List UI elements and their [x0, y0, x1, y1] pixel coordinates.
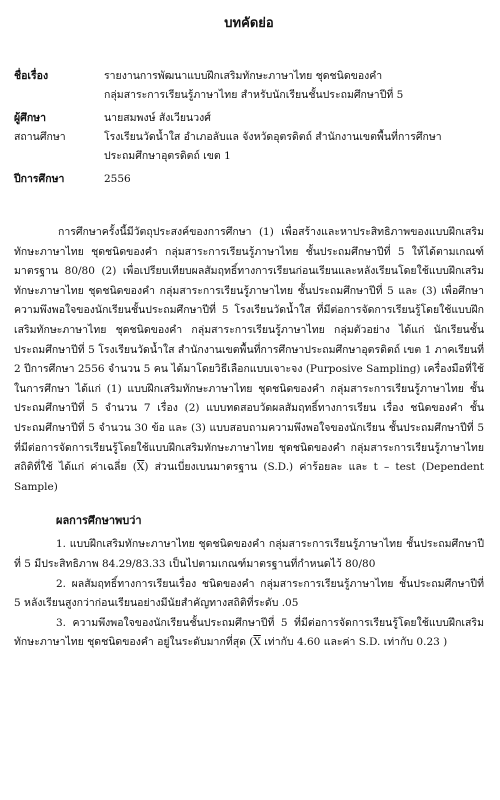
- meta-value-line: ประถมศึกษาอุตรดิตถ์ เขต 1: [104, 150, 231, 162]
- mean-symbol: $\overline{X}$: [253, 636, 261, 649]
- meta-value: [104, 128, 484, 166]
- meta-block: [14, 67, 484, 189]
- meta-value-line: 2556: [104, 173, 131, 185]
- meta-value: [104, 67, 484, 105]
- meta-row-author: [14, 109, 484, 128]
- meta-row-year: [14, 170, 484, 189]
- page-title: บทคัดย่อ: [224, 16, 274, 31]
- meta-row-institution: [14, 128, 484, 166]
- meta-label: สถานศึกษา: [14, 131, 66, 143]
- meta-label: ปีการศึกษา: [14, 173, 65, 185]
- result-3-text-end: เท่ากับ 4.60 และค่า S.D. เท่ากับ 0.23 ): [260, 636, 448, 649]
- meta-value: [104, 170, 484, 189]
- abstract-text-end: ) ส่วนเบี่ยงเบนมาตรฐาน (S.D.) ค่าร้อยละ และ t – test (Dependent Sample): [14, 461, 484, 493]
- meta-value-line: รายงานการพัฒนาแบบฝึกเสริมทักษะภาษาไทย ชุดชนิดของคำ: [104, 70, 383, 82]
- meta-value-line: กลุ่มสาระการเรียนรู้ภาษาไทย สำหรับนักเรียนชั้นประถมศึกษาปีที่ 5: [104, 89, 404, 101]
- meta-label: ผู้ศึกษา: [14, 112, 46, 124]
- result-item-3: [14, 614, 484, 653]
- abstract-text: การศึกษาครั้งนี้มีวัตถุประสงค์ของการศึกษา (1) เพื่อสร้างและหาประสิทธิภาพของแบบฝึกเสริมทักษะภาษาไทย ชุดชนิดของคำ กลุ่มสาระการเรียนรู้ภาษาไทย ชั้นประถมศึกษาปีที่ 5 ให้ได้ตามเกณฑ์มาตรฐาน 80/80 (2) เพื่อเปรียบเทียบผลสัมฤทธิ์ทางการเรียนก่อนเรียนและหลังเรียนโดยใช้แบบฝึกเสริมทักษะภาษาไทย ชุดชนิดของคำ กลุ่มสาระการเรียนรู้ภาษาไทย ชั้นประถมศึกษาปีที่ 5 และ (3) เพื่อศึกษาความพึงพอใจของนักเรียนชั้นประถมศึกษาปีที่ 5 โรงเรียนวัดน้ำใส ที่มีต่อการจัดการเรียนรู้โดยใช้แบบฝึกเสริมทักษะภาษาไทย ชุดชนิดของคำ กลุ่มสาระการเรียนรู้ภาษาไทย กลุ่มตัวอย่าง ได้แก่ นักเรียนชั้นประถมศึกษาปีที่ 5 โรงเรียนวัดน้ำใส สำนักงานเขตพื้นที่การศึกษาประถมศึกษาอุตรดิตถ์ เขต 1 ภาคเรียนที่ 2 ปีการศึกษา 2556 จำนวน 5 คน ได้มาโดยวิธีเลือกแบบเจาะจง (Purposive Sampling) เครื่องมือที่ใช้ในการศึกษา ได้แก่ (1) แบบฝึกเสริมทักษะภาษาไทย ชุดชนิดของคำ กลุ่มสาระการเรียนรู้ภาษาไทย ชั้นประถมศึกษาปีที่ 5 จำนวน 7 เรื่อง (2) แบบทดสอบวัดผลสัมฤทธิ์ทางการเรียน เรื่อง ชนิดของคำ ชั้นประถมศึกษาปีที่ 5 จำนวน 30 ข้อ และ (3) แบบสอบถามความพึงพอใจของนักเรียน ชั้นประถมศึกษาปีที่ 5 ที่มีต่อการจัดการเรียนรู้โดยใช้แบบฝึกเสริมทักษะภาษาไทย ชุดชนิดของคำ กลุ่มสาระการเรียนรู้ภาษาไทย สถิติที่ใช้ ได้แก่ ค่าเฉลี่ย (: [14, 226, 484, 474]
- meta-value: [104, 109, 484, 128]
- abstract-paragraph: [14, 223, 484, 497]
- result-item-1: 1. แบบฝึกเสริมทักษะภาษาไทย ชุดชนิดของคำ กลุ่มสาระการเรียนรู้ภาษาไทย ชั้นประถมศึกษาปีที่ 5 มีประสิทธิภาพ 84.29/83.33 เป็นไปตามเกณฑ์มาตรฐานที่กำหนดไว้ 80/80: [14, 538, 484, 570]
- mean-symbol: $\overline{X}$: [136, 461, 145, 474]
- result-item-2: 2. ผลสัมฤทธิ์ทางการเรียนเรื่อง ชนิดของคำ กลุ่มสาระการเรียนรู้ภาษาไทย ชั้นประถมศึกษาปีที่ 5 หลังเรียนสูงกว่าก่อนเรียนอย่างมีนัยสำคัญทางสถิติที่ระดับ .05: [14, 577, 484, 610]
- result-3-text: 3. ความพึงพอใจของนักเรียนชั้นประถมศึกษาปีที่ 5 ที่มีต่อการจัดการเรียนรู้โดยใช้แบบฝึกเสริมทักษะภาษาไทย ชุดชนิดของคำ อยู่ในระดับมากที่สุด (: [14, 616, 484, 649]
- meta-row-title: [14, 67, 484, 105]
- results-heading: ผลการศึกษาพบว่า: [56, 514, 142, 528]
- meta-value-line: โรงเรียนวัดน้ำใส อำเภอลับแล จังหวัดอุตรดิตถ์ สำนักงานเขตพื้นที่การศึกษา: [104, 131, 442, 143]
- meta-value-line: นายสมพงษ์ สังเวียนวงศ์: [104, 112, 211, 124]
- meta-label: ชื่อเรื่อง: [14, 70, 49, 82]
